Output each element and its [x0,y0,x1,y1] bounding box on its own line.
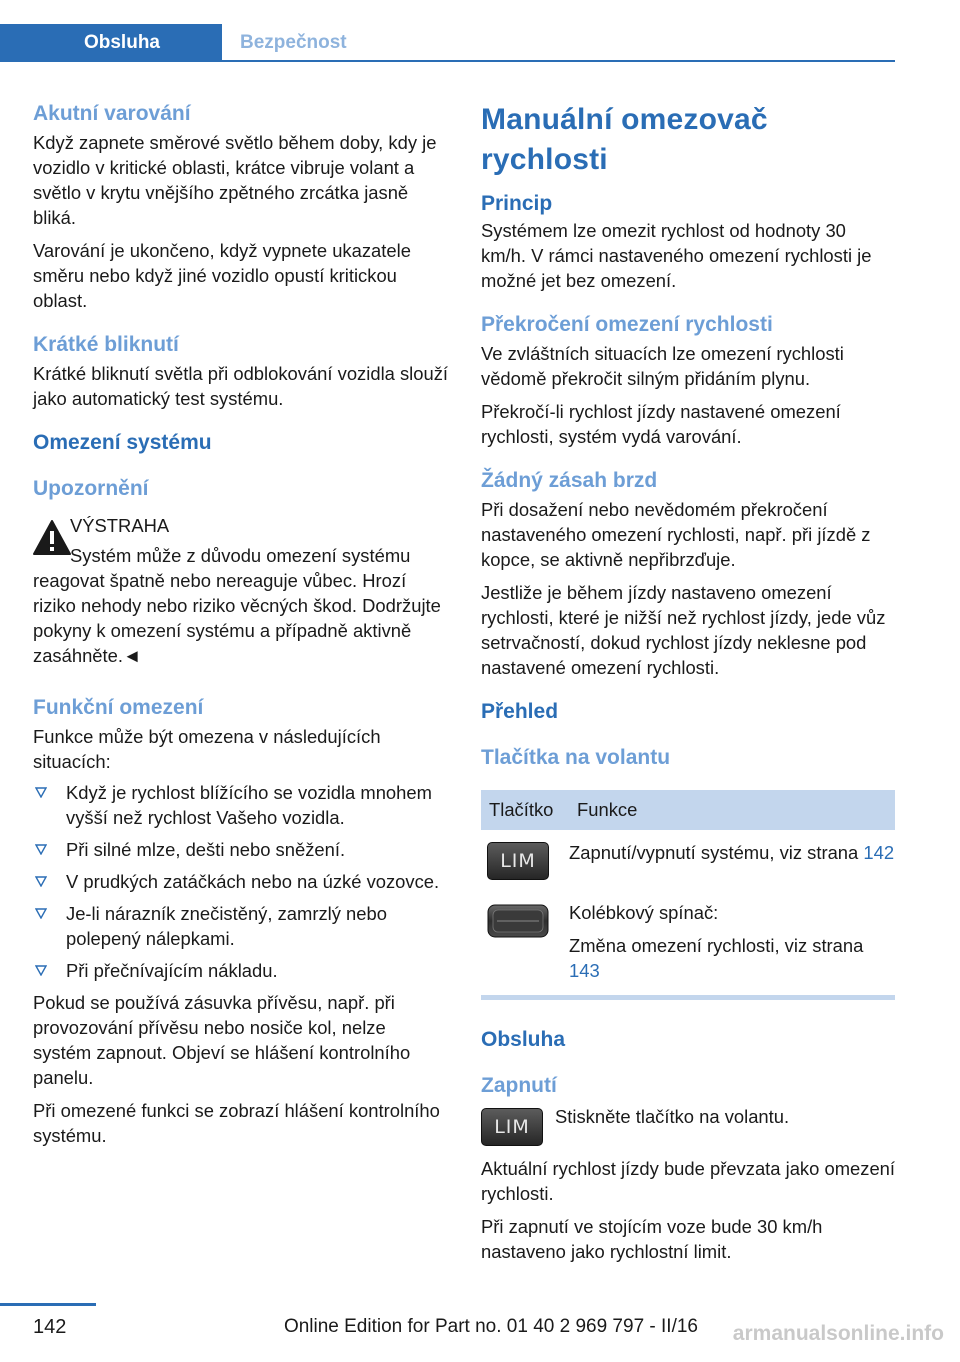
acute-warning-heading: Akutní varování [33,102,191,125]
tab-bezpecnost[interactable]: Bezpečnost [240,32,347,53]
lim-button-icon: LIM [481,1108,543,1146]
table-header-row [481,790,895,830]
page-link-143[interactable]: 143 [569,960,600,981]
list-item: Při přečnívajícím nákladu. [33,958,449,983]
notice-heading: Upozornění [33,477,149,500]
short-blink-heading: Krátké bliknutí [33,333,179,356]
list-item: Je-li nárazník znečistěný, zamrzlý nebo polepený nálepkami. [33,901,449,951]
chapter-title: Manuální omezovač rychlosti [481,103,768,176]
short-blink-text: Krátké bliknutí světla při odblokování vozidla slouží jako automatický test systému. [33,363,449,409]
switch-on-instruction: Stiskněte tlačítko na volantu. [555,1106,790,1127]
triangle-bullet-icon [35,965,47,976]
rocker-switch-label: Kolébkový spínač: [569,902,719,923]
triangle-bullet-icon [35,908,47,919]
overview-heading: Přehled [481,700,559,723]
tab-underline [0,60,895,62]
switch-on-row [481,1104,895,1146]
steering-buttons-heading: Tlačítka na volantu [481,746,671,769]
list-item: V prudkých zatáčkách nebo na úzké vozovce. [33,869,449,894]
exceed-limit-text-1: Ve zvláštních situacích lze omezení rychlosti vědomě překročit silným přidáním plynu. [481,343,844,389]
switch-on-text-2: Při zapnutí ve stojícím voze bude 30 km/h nastaveno jako rychlostní limit. [481,1216,823,1262]
switch-on-heading: Zapnutí [481,1074,557,1097]
list-item: Při silné mlze, dešti nebo sněžení. [33,837,449,862]
warning-text: Systém může z důvodu omezení systému reagovat špatně nebo nereaguje vůbec. Hrozí riziko nehody nebo riziko věcných škod. Dodržujte pokyny k omezení systému a případně aktivně zasáhněte.◄ [33,545,441,666]
exceed-limit-heading: Překročení omezení rychlosti [481,313,773,336]
warning-block [33,513,449,668]
principle-heading: Princip [481,192,553,215]
footer-line [0,1303,96,1306]
exceed-limit-text-2: Překročí-li rychlost jízdy nastavené omezení rychlosti, systém vydá varování. [481,401,841,447]
warning-label: VÝSTRAHA [70,515,170,536]
function-limits-heading: Funkční omezení [33,696,204,719]
top-tab-bar [0,24,895,62]
row1-function-text: Zapnutí/vypnutí systému, viz strana [569,842,859,863]
list-item: Když je rychlost blížícího se vozidla mnohem vyšší než rychlost Vašeho vozidla. [33,780,449,830]
table-header-function: Funkce [569,790,895,830]
no-braking-text-1: Při dosažení nebo nevědomém překročení nastaveného omezení rychlosti, např. při jízdě z kopce, se aktivně nepřibrzďuje. [481,499,871,570]
tab-obsluha[interactable]: Obsluha [0,24,222,62]
principle-text: Systémem lze omezit rychlost od hodnoty 30 km/h. V rámci nastaveného omezení rychlosti je možné jet bez omezení. [481,220,872,291]
function-limits-intro: Funkce může být omezena v následujících situacích: [33,726,381,772]
no-braking-text-2: Jestliže je během jízdy nastaveno omezení rychlosti, které je nižší než rychlost jízdy, jede vůz setrvačností, dokud rychlost jízdy neklesne pod nastavené omezení rychlosti. [481,582,886,678]
buttons-table [481,790,895,1000]
warning-triangle-icon [33,519,71,557]
page-number: 142 [33,1316,67,1338]
function-limits-list [33,780,449,983]
row2-function-text: Změna omezení rychlosti, viz strana [569,935,864,956]
switch-on-text-1: Aktuální rychlost jízdy bude převzata jako omezení rychlosti. [481,1158,896,1204]
watermark: armanualsonline.info [732,1322,944,1345]
triangle-bullet-icon [35,844,47,855]
triangle-bullet-icon [35,876,47,887]
edition-text: Online Edition for Part no. 01 40 2 969 797 - II/16 [283,1316,698,1337]
table-row [481,830,895,890]
system-limits-heading: Omezení systému [33,431,212,454]
left-column [33,100,449,1148]
rocker-switch-icon [487,902,549,940]
acute-warning-text-2: Varování je ukončeno, když vypnete ukazatele směru nebo když jiné vozidlo opustí kritickou oblast. [33,240,411,311]
trailer-socket-text: Pokud se používá zásuvka přívěsu, např. při provozování přívěsu nebo nosiče kol, nelze systém zapnout. Objeví se hlášení kontrolního panelu. [33,992,411,1088]
operation-heading: Obsluha [481,1028,566,1051]
table-header-button: Tlačítko [481,790,569,830]
lim-button-icon: LIM [487,842,549,880]
page-link-142[interactable]: 142 [863,842,895,863]
acute-warning-text-1: Když zapnete směrové světlo během doby, kdy je vozidlo v kritické oblasti, krátce vibruje volant a světlo v krytu vnějšího zpětného zrcátka jasně bliká. [33,132,437,228]
right-column [481,100,895,1264]
no-braking-heading: Žádný zásah brzd [481,469,658,492]
limited-function-text: Při omezené funkci se zobrazí hlášení kontrolního systému. [33,1100,440,1146]
triangle-bullet-icon [35,787,47,798]
table-row [481,890,895,998]
